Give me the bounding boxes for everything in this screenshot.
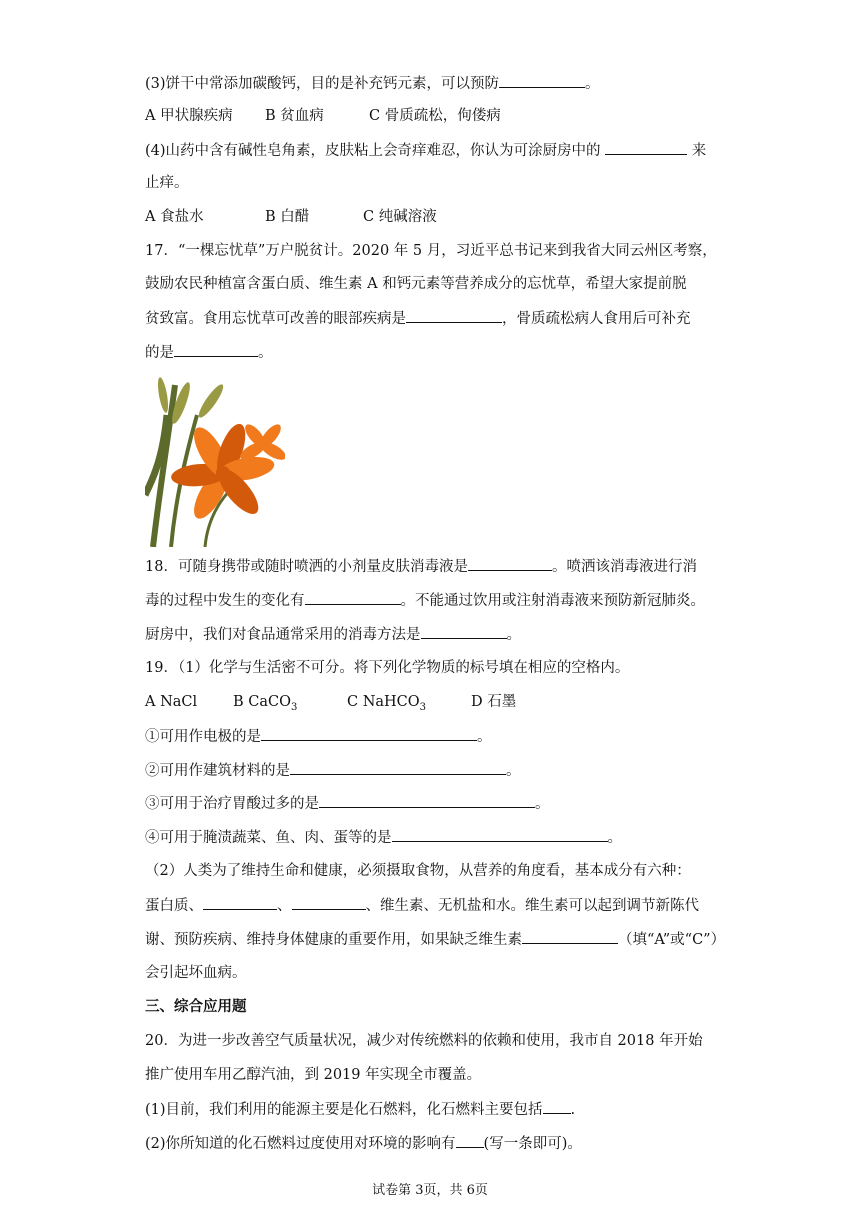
q18-line2: 毒的过程中发生的变化有 。不能通过饮用或注射消毒液来预防新冠肺炎。	[145, 590, 725, 611]
q19-intro: 19．（1）化学与生活密不可分。将下列化学物质的标号填在相应的空格内。	[145, 660, 630, 676]
q19-part2-line1: （2）人类为了维持生命和健康，必须摄取食物，从营养的角度看，基本成分有六种：	[145, 863, 691, 879]
daylily-illustration	[145, 375, 285, 547]
option-c: C 骨质疏松，佝偻病	[369, 108, 501, 124]
answer-blank[interactable]	[522, 929, 618, 944]
q20-line2: 推广使用车用乙醇汽油，到 2019 年实现全市覆盖。	[145, 1067, 482, 1083]
option-c: C NaHCO$_3$	[347, 694, 427, 713]
q16-part4-options	[145, 207, 725, 227]
q19-part2-line2: 蛋白质、 、 、维生素、无机盐和水。维生素可以起到调节新陈代	[145, 895, 725, 916]
option-a: A 食盐水	[145, 209, 204, 225]
answer-blank[interactable]	[174, 342, 258, 357]
answer-blank[interactable]	[421, 624, 507, 639]
answer-blank[interactable]	[543, 1099, 571, 1114]
option-b: B 白醋	[265, 209, 310, 225]
answer-blank[interactable]	[468, 556, 552, 571]
option-a: A 甲状腺疾病	[145, 108, 233, 124]
q16-part3: (3)饼干中常添加碳酸钙，目的是补充钙元素，可以预防 。	[145, 73, 725, 94]
q19-item-3: ③可用于治疗胃酸过多的是 。	[145, 793, 725, 814]
option-b: B 贫血病	[265, 108, 324, 124]
q19-options	[145, 692, 725, 712]
answer-blank[interactable]	[290, 760, 506, 775]
answer-blank[interactable]	[605, 140, 687, 155]
q18-line3: 厨房中，我们对食品通常采用的消毒方法是 。	[145, 624, 725, 645]
answer-blank[interactable]	[319, 793, 535, 808]
q16-part4-line2: 止痒。	[145, 175, 189, 191]
bud	[156, 377, 170, 414]
answer-blank[interactable]	[392, 827, 608, 842]
q19-item-2: ②可用作建筑材料的是 。	[145, 760, 725, 781]
answer-blank[interactable]	[305, 590, 401, 605]
q17-line1: 17．“一棵忘忧草”万户脱贫计。2020 年 5 月，习近平总书记来到我省大同云州区考察，	[145, 243, 717, 259]
section-heading: 三、综合应用题	[145, 998, 247, 1015]
option-b: B CaCO$_3$	[233, 694, 298, 713]
answer-blank[interactable]	[499, 73, 585, 88]
answer-blank[interactable]	[406, 308, 502, 323]
q19-part2-line3: 谢、预防疾病、维持身体健康的重要作用，如果缺乏维生素 （填“A”或“C”）	[145, 929, 725, 950]
option-a: A NaCl	[145, 694, 198, 710]
q18-line1: 18．可随身携带或随时喷洒的小剂量皮肤消毒液是 。喷洒该消毒液进行消	[145, 556, 725, 577]
q20-part2: (2)你所知道的化石燃料过度使用对环境的影响有 (写一条即可)。	[145, 1133, 725, 1154]
answer-blank[interactable]	[203, 895, 277, 910]
option-c: C 纯碱溶液	[363, 209, 437, 225]
q19-item-4: ④可用于腌渍蔬菜、鱼、肉、蛋等的是 。	[145, 827, 725, 848]
q19-part2-line4: 会引起坏血病。	[145, 965, 247, 981]
q17-line3: 贫致富。食用忘忧草可改善的眼部疾病是 ，骨质疏松病人食用后可补充	[145, 308, 725, 329]
flower-center	[216, 466, 230, 480]
q19-item-1: ①可用作电极的是 。	[145, 726, 725, 747]
answer-blank[interactable]	[292, 895, 366, 910]
answer-blank[interactable]	[456, 1133, 484, 1148]
page-footer: 试卷第 3页，共 6页	[372, 1183, 488, 1198]
q20-part1: (1)目前，我们利用的能源主要是化石燃料，化石燃料主要包括 .	[145, 1099, 725, 1120]
q17-line2: 鼓励农民种植富含蛋白质、维生素 A 和钙元素等营养成分的忘忧草，希望大家提前脱	[145, 276, 687, 292]
answer-blank[interactable]	[261, 726, 477, 741]
option-d: D 石墨	[471, 694, 517, 710]
daylily-photo	[145, 375, 285, 547]
bud	[195, 382, 226, 421]
q16-part3-options	[145, 106, 725, 126]
q20-line1: 20．为进一步改善空气质量状况，减少对传统燃料的依赖和使用，我市自 2018 年开始	[145, 1033, 703, 1049]
q17-line4: 的是 。	[145, 342, 725, 363]
q16-part4-line1: (4)山药中含有碱性皂角素，皮肤粘上会奇痒难忍，你认为可涂厨房中的 来	[145, 140, 725, 161]
